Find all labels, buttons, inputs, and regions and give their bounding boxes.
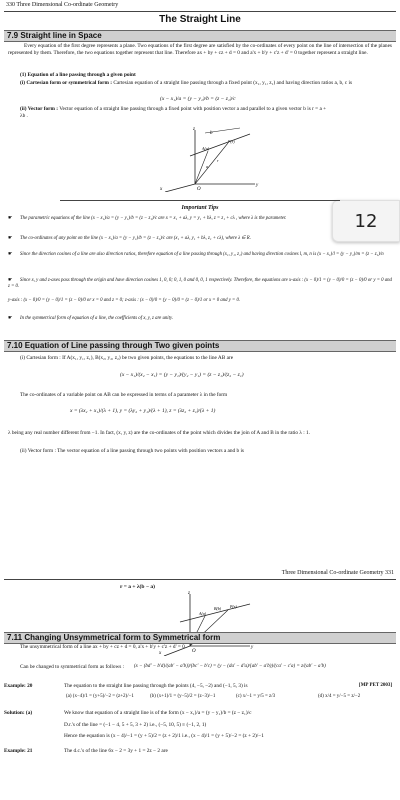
example-21-text: The d.c.'s of the line 6x − 2 = 3y + 1 = 2z − 2 are [64, 748, 168, 754]
two-point-cartesian: (i) Cartesian form : If A(x₁, y₁, z₁), B(x₂, y₂, z₂) be two given points, the equations to the line AB are [20, 355, 234, 361]
tip-item: ☛ The co-ordinates of any point on the line (x − x₁)/a = (y − y₁)/b = (z − z₁)/c are (x₁ + aλ, y₁ + bλ, z₁ + cλ), where λ ∈ R. [8, 236, 251, 241]
example-20-text: The equation to the straight line passing through the points (4, −5, −2) and (−1, 5, 3) is [64, 683, 248, 689]
important-tips-title: Important Tips [181, 205, 219, 211]
bullet-icon: ☛ [8, 278, 13, 283]
bullet-icon: ☛ [8, 316, 13, 321]
page-header: Three Dimensional Co-ordinate Geometry 331 [281, 570, 394, 576]
unsymmetrical-text: The unsymmetrical form of a line ax + by + cz + d = 0, a'x + b'y + c'z + d' = 0 [20, 644, 185, 650]
cartesian-equation: (x − x₁)/a = (y − y₁)/b = (z − z₁)/c [160, 96, 236, 102]
example-20-label: Example: 20 [4, 683, 33, 689]
svg-text:A(a): A(a) [199, 611, 207, 616]
exam-tag: [MP PET 2003] [359, 683, 392, 688]
svg-text:a: a [206, 164, 208, 169]
solution-line: D.r.'s of the line = (−1 − 4, 5 + 5, 3 + 2) i.e., (−5, 10, 5) ≡ (−1, 2, 1) [64, 722, 207, 728]
section-heading-7-11: 7.11 Changing Unsymmetrical form to Symmetrical form [4, 632, 396, 644]
bullet-icon: ☛ [8, 216, 13, 221]
solution-label: Solution: (a) [4, 710, 33, 716]
svg-text:P(r): P(r) [228, 139, 235, 144]
vector-two-point-equation: r = a + λ(b − a) [120, 584, 155, 590]
svg-text:z: z [193, 127, 195, 132]
header-rule [4, 11, 396, 12]
svg-text:x: x [160, 187, 163, 192]
option-c[interactable]: (c) x/−1 = y/5 = z/3 [236, 694, 276, 699]
solution-line: We know that equation of a straight line is of the form (x − x₁)/a = (y − y₁)/b = (z − z₁)/c [64, 710, 252, 716]
page-header: 330 Three Dimensional Co-ordinate Geometry [6, 2, 119, 8]
svg-text:O: O [192, 649, 196, 654]
parameter-equation: x = (λx₂ + x₁)/(λ + 1), y = (λy₂ + y₁)/(λ + 1), z = (λz₂ + z₁)/(λ + 1) [70, 408, 216, 414]
option-b[interactable]: (b) (x+1)/1 = (y−5)/2 = (z−3)/−1 [150, 694, 216, 699]
page-331 [0, 568, 400, 800]
tip-item: ☛ The parametric equations of the line (x − x₁)/a = (y − y₁)/b = (z − z₁)/c are x = x₁ + aλ, y = y₁ + bλ, z = z₁ + cλ , where λ is the parameter. [8, 216, 287, 221]
cartesian-form-text [20, 80, 392, 87]
svg-text:P(r): P(r) [230, 604, 237, 609]
svg-text:B(b): B(b) [214, 606, 222, 611]
bullet-icon: ☛ [8, 236, 13, 241]
bullet-icon: ☛ [8, 252, 13, 257]
svg-text:A(a): A(a) [202, 146, 210, 151]
header-rule [4, 579, 396, 580]
example-21-label: Example: 21 [4, 748, 33, 754]
lambda-text: λ being any real number different from −1. In fact, (x, y, z) are the co-ordinates of the point which divides the join of A and B in the ratio λ : 1. [8, 430, 311, 436]
cartesian-form-label: (i) Cartesian form or symmetrical form : [20, 80, 112, 86]
vector-form-label: (ii) Vector form : [20, 106, 58, 112]
vector-form-text [20, 106, 330, 120]
vector-form-desc: Vector equation of a straight line passing through a fixed point with position vector a and parallel to a given vector b is r = a + λb . [20, 106, 327, 119]
svg-text:x: x [159, 651, 162, 656]
option-a[interactable]: (a) (x−4)/1 = (y+5)/−2 = (z+2)/−1 [66, 694, 134, 699]
intro-paragraph: Every equation of the first degree represents a plane. Two equations of the first degree are satisfied by the co-ordinates of every point on the line of intersection of the planes represented by them. Therefore, the two equations together represent that line. Therefore ax + by + cz + d = 0 and a'x + b'y + c'z + d' = 0 together represent a straight line. [8, 43, 392, 56]
svg-text:r: r [217, 158, 219, 163]
svg-text:z: z [188, 591, 190, 596]
svg-text:O: O [197, 187, 201, 192]
tip-item: ☛ Since the direction cosines of a line are also direction ratios, therefore equation of a line passing through (x₁, y₁, z₁) and having direction cosines l, m, n is (x − x₁)/l = (y − y₁)/m = (z − z₁)/n [8, 252, 384, 257]
tip-item: y-axis : (x − 0)/0 = (y − 0)/1 = (z − 0)/0 or x = 0 and z = 0; z-axis : (x − 0)/0 = (y − 0)/0 = (z − 0)/1 or x = 0 and y = 0. [8, 298, 241, 303]
svg-text:y: y [256, 183, 259, 188]
tip-item: ☛ In the symmetrical form of equation of a line, the coefficients of x, y, z are unity. [8, 316, 174, 321]
option-d[interactable]: (d) x/4 = y/−5 = z/−2 [318, 694, 361, 699]
changed-text: Can be changed to symmetrical form as follows : [20, 664, 125, 670]
chapter-title: The Straight Line [159, 14, 241, 25]
cartesian-form-desc: Cartesian equation of a straight line passing through a fixed point (x₁, y₁, z₁) and having direction ratios a, b, c is [113, 80, 353, 86]
tips-rule [60, 200, 340, 201]
two-point-equation: (x − x₁)/(x₂ − x₁) = (y − y₁)/(y₂ − y₁) = (z − z₁)/(z₂ − z₁) [120, 372, 244, 378]
parameter-text: The co-ordinates of a variable point on AB can be expressed in terms of a parameter λ in the form [20, 392, 228, 398]
line-through-point-diagram [150, 126, 260, 192]
svg-text:y: y [251, 645, 254, 650]
section-heading-7-9: 7.9 Straight line in Space [4, 30, 396, 42]
symmetrical-equation: (x − (bd' − b'd)/(ab' − a'b))/(bc' − b'c) = (y − (da' − d'a)/(ab' − a'b))/(ca' − c'a) = z/(ab' − a'b) [134, 664, 326, 669]
page-number-badge[interactable]: 12 [332, 200, 400, 242]
subheading-line-given-point: (1) Equation of a line passing through a given point [20, 72, 136, 78]
section-heading-7-10: 7.10 Equation of Line passing through Two given points [4, 340, 396, 352]
svg-text:b: b [210, 131, 213, 136]
solution-line: Hence the equation is (x − 4)/−1 = (y + 5)/2 = (z + 2)/1 i.e., (x − 4)/1 = (y + 5)/−2 = (z + 2)/−1 [64, 733, 264, 739]
tip-item: ☛ Since x, y and z-axes pass through the origin and have direction cosines 1, 0, 0; 0, 1, 0 and 0, 0, 1 respectively. Therefore, the equations are x-axis : (x − 0)/1 = (y − 0)/0 = (z − 0)/0 or y = 0 and z = 0. [8, 278, 392, 289]
two-point-vector: (ii) Vector form : The vector equation of a line passing through two points with position vectors a and b is [20, 448, 244, 454]
